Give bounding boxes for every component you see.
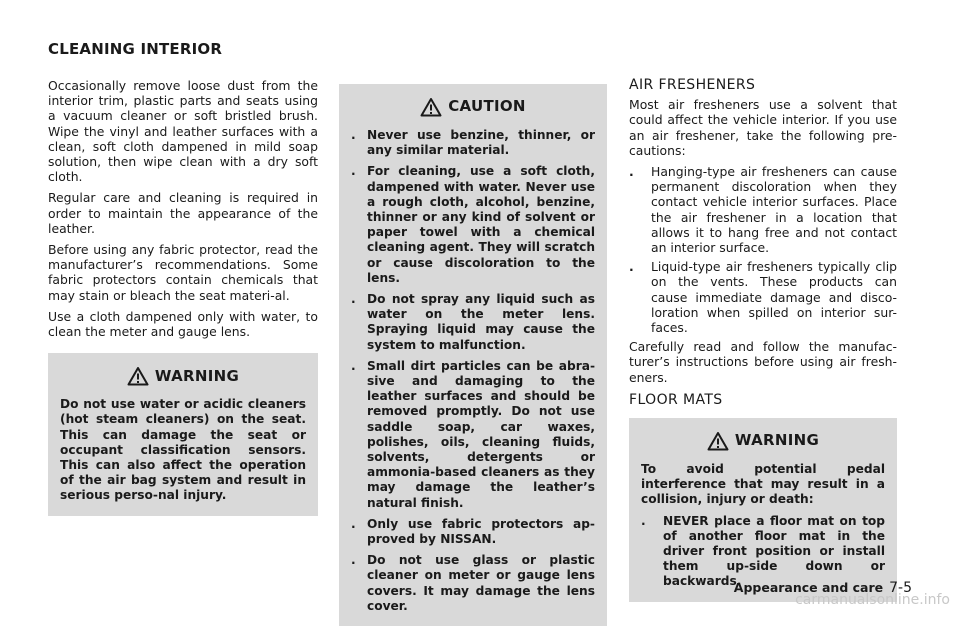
air-fresheners-heading: AIR FRESHENERS (629, 77, 756, 93)
list-item-text: Do not spray any liquid such as water on the meter lens. Spraying liquid may cause the system to malfunction. (367, 292, 595, 352)
warning-triangle-icon (127, 366, 149, 386)
list-item-text: Only use fabric protectors ap-proved by NISSAN. (367, 516, 595, 547)
floor-mats-heading: FLOOR MATS (629, 391, 723, 408)
section-title: CLEANING INTERIOR (48, 40, 223, 58)
chapter-name: Appearance and care (733, 580, 884, 595)
list-item-text: Hanging-type air fresheners can cause permanent discoloration when they contact vehicle interior surfaces. Place the air freshener in a location that allows it to hang free and not contact an interior surface. (651, 164, 897, 256)
list-item (629, 164, 897, 255)
bullet: . (351, 358, 356, 373)
warning-box-seat (48, 353, 318, 515)
warning-box-floor-mats (629, 418, 897, 602)
bullet: . (629, 259, 634, 275)
caution-title: CAUTION (448, 97, 526, 116)
list-item-text: NEVER place a floor mat on top of another floor mat in the driver front position or install them up-side down or backwards. (663, 513, 885, 589)
page-number: 7-5 (889, 580, 912, 596)
list-item (351, 128, 595, 158)
paragraph: Occasionally remove loose dust from the interior trim, plastic parts and seats using a vacuum cleaner or soft bristled brush. Wipe the vinyl and leather surfaces with a clean, soft cloth dampened in mild soap solution, then wipe clean with a dry soft cloth. (48, 78, 318, 185)
list-item (351, 164, 595, 286)
paragraph: Carefully read and follow the manufac-turer’s instructions before using air fresh-eners. (629, 339, 897, 385)
bullet: . (351, 553, 356, 568)
list-item-text: Never use benzine, thinner, or any similar material. (367, 128, 595, 158)
bullet: . (641, 513, 646, 528)
bullet: . (351, 164, 356, 179)
bullet: . (629, 164, 634, 180)
bullet: . (351, 292, 356, 307)
paragraph: Use a cloth dampened only with water, to clean the meter and gauge lens. (48, 308, 318, 340)
paragraph: Most air fresheners use a solvent that could affect the vehicle interior. If you use an air freshener, take the following pre-cautions: (629, 97, 897, 158)
list-item (351, 553, 595, 614)
list-item-text: Small dirt particles can be abra-sive and damaging to the leather surfaces and should be removed promptly. Do not use saddle soap, car waxes, polishes, oils, cleaning fluids, solvents, detergents or ammonia-based cleaners as they may damage the leather’s natural finish. (367, 358, 595, 510)
air-fresheners-list (629, 164, 897, 335)
caution-header (351, 92, 595, 122)
list-item-text: Do not use glass or plastic cleaner on meter or gauge lens covers. It may damage the lens cover. (367, 553, 595, 613)
warning-text: To avoid potential pedal interference that may result in a collision, injury or death: (641, 462, 885, 507)
list-item (351, 517, 595, 547)
column-2 (339, 84, 607, 626)
paragraph: Regular care and cleaning is required in order to maintain the appearance of the leather. (48, 190, 318, 236)
list-item (351, 292, 595, 353)
warning-list (641, 514, 885, 590)
bullet: . (351, 516, 356, 531)
warning-header (641, 426, 885, 456)
list-item (629, 259, 897, 335)
warning-title: WARNING (734, 431, 820, 450)
list-item-text: Liquid-type air fresheners typically clip on the vents. These products can cause immediate damage and disco-loration when spilled on interior sur-faces. (651, 259, 897, 336)
watermark: carmanualsonline.info (795, 592, 950, 608)
column-3 (629, 78, 897, 602)
warning-header (60, 361, 306, 391)
list-item-text: For cleaning, use a soft cloth, dampened with water. Never use a rough cloth, alcohol, benzine, thinner or any kind of solvent or paper towel with a chemical cleaning agent. They will scratch or cause discoloration to the lens. (367, 164, 595, 285)
list-item (351, 359, 595, 511)
caution-box (339, 84, 607, 626)
bullet: . (351, 128, 356, 142)
warning-text: Do not use water or acidic cleaners (hot steam cleaners) on the seat. This can damage the seat or occupant classification sensors. This can also affect the operation of the air bag system and result in serious perso-nal injury. (60, 397, 306, 503)
caution-list (351, 128, 595, 614)
paragraph: Before using any fabric protector, read the manufacturer’s recommendations. Some fabric protectors contain chemicals that may stain or bleach the seat materi-al. (48, 242, 318, 303)
column-1 (48, 78, 318, 516)
caution-triangle-icon (420, 97, 442, 117)
list-item (641, 514, 885, 590)
warning-title: WARNING (154, 366, 240, 385)
warning-triangle-icon (707, 431, 729, 451)
